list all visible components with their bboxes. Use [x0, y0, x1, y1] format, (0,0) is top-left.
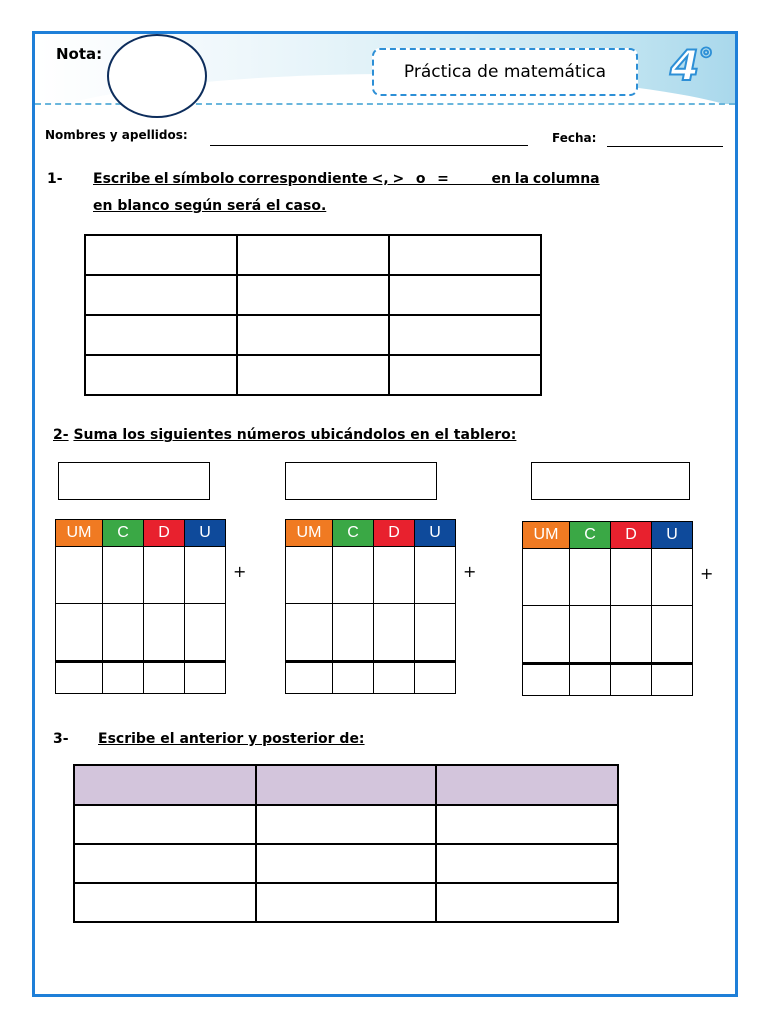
column-u: U — [415, 520, 456, 547]
table-cell[interactable] — [389, 355, 541, 395]
table-header-cell — [436, 765, 618, 805]
table-cell[interactable] — [436, 844, 618, 883]
table-cell[interactable] — [436, 883, 618, 922]
addend-box[interactable] — [531, 462, 690, 500]
grade-number: 4 — [670, 41, 700, 90]
result-cell[interactable] — [103, 662, 144, 694]
addend-box[interactable] — [285, 462, 437, 500]
grade-ordinal-mark: ◎ — [700, 44, 713, 60]
digit-cell[interactable] — [652, 606, 693, 664]
column-c: C — [570, 522, 611, 549]
result-cell[interactable] — [286, 662, 333, 694]
table-cell[interactable] — [74, 805, 256, 844]
column-um: UM — [286, 520, 333, 547]
table-cell[interactable] — [237, 235, 389, 275]
digit-cell[interactable] — [185, 604, 226, 662]
plus-sign: + — [463, 562, 477, 581]
date-input-line[interactable] — [607, 146, 723, 147]
table-cell[interactable] — [85, 355, 237, 395]
q3-text: Escribe el anterior y posterior de: — [98, 731, 365, 747]
table-cell[interactable] — [436, 805, 618, 844]
q1-text-line2: en blanco según será el caso. — [93, 198, 327, 214]
digit-cell[interactable] — [103, 547, 144, 604]
q1-text-line1: Escribe el símbolo correspondiente <, > o = en la columna — [93, 171, 600, 187]
result-cell[interactable] — [611, 664, 652, 696]
place-value-board — [285, 519, 456, 694]
name-label: Nombres y apellidos: — [45, 128, 188, 142]
result-cell[interactable] — [415, 662, 456, 694]
table-cell[interactable] — [256, 883, 436, 922]
table-header-cell — [256, 765, 436, 805]
digit-cell[interactable] — [374, 604, 415, 662]
plus-sign: + — [233, 562, 247, 581]
date-label: Fecha: — [552, 131, 597, 145]
q2-number: 2- — [53, 427, 69, 443]
worksheet-title: Práctica de matemática — [403, 62, 607, 82]
digit-cell[interactable] — [144, 604, 185, 662]
result-cell[interactable] — [56, 662, 103, 694]
name-input-line[interactable] — [210, 145, 528, 146]
table-cell[interactable] — [85, 315, 237, 355]
table-cell[interactable] — [237, 315, 389, 355]
column-d: D — [374, 520, 415, 547]
plus-sign: + — [700, 564, 714, 583]
q1-number: 1- — [47, 171, 63, 187]
digit-cell[interactable] — [185, 547, 226, 604]
result-cell[interactable] — [333, 662, 374, 694]
column-d: D — [144, 520, 185, 547]
table-cell[interactable] — [237, 275, 389, 315]
digit-cell[interactable] — [333, 547, 374, 604]
table-cell[interactable] — [389, 235, 541, 275]
digit-cell[interactable] — [144, 547, 185, 604]
table-cell[interactable] — [85, 275, 237, 315]
digit-cell[interactable] — [523, 606, 570, 664]
digit-cell[interactable] — [611, 606, 652, 664]
digit-cell[interactable] — [333, 604, 374, 662]
digit-cell[interactable] — [374, 547, 415, 604]
q3-number: 3- — [53, 731, 69, 747]
grade-level-icon — [660, 40, 720, 90]
column-um: UM — [56, 520, 103, 547]
column-d: D — [611, 522, 652, 549]
q2-heading — [53, 427, 516, 443]
digit-cell[interactable] — [56, 547, 103, 604]
result-cell[interactable] — [374, 662, 415, 694]
column-c: C — [333, 520, 374, 547]
digit-cell[interactable] — [286, 547, 333, 604]
q1-comparison-table — [84, 234, 542, 396]
table-cell[interactable] — [74, 844, 256, 883]
digit-cell[interactable] — [570, 549, 611, 606]
table-cell[interactable] — [85, 235, 237, 275]
result-cell[interactable] — [652, 664, 693, 696]
digit-cell[interactable] — [611, 549, 652, 606]
table-cell[interactable] — [237, 355, 389, 395]
grade-label: Nota: — [56, 45, 103, 63]
grade-circle[interactable] — [107, 34, 207, 118]
result-cell[interactable] — [523, 664, 570, 696]
digit-cell[interactable] — [652, 549, 693, 606]
digit-cell[interactable] — [286, 604, 333, 662]
digit-cell[interactable] — [523, 549, 570, 606]
table-cell[interactable] — [74, 883, 256, 922]
result-cell[interactable] — [144, 662, 185, 694]
worksheet-title-box — [372, 48, 638, 96]
result-cell[interactable] — [185, 662, 226, 694]
place-value-board — [55, 519, 226, 694]
column-u: U — [652, 522, 693, 549]
table-header-cell — [74, 765, 256, 805]
q2-text: Suma los siguientes números ubicándolos en el tablero: — [73, 427, 517, 443]
column-c: C — [103, 520, 144, 547]
addend-box[interactable] — [58, 462, 210, 500]
digit-cell[interactable] — [56, 604, 103, 662]
digit-cell[interactable] — [570, 606, 611, 664]
table-cell[interactable] — [389, 275, 541, 315]
table-cell[interactable] — [389, 315, 541, 355]
digit-cell[interactable] — [103, 604, 144, 662]
column-u: U — [185, 520, 226, 547]
digit-cell[interactable] — [415, 604, 456, 662]
place-value-board — [522, 521, 693, 696]
table-cell[interactable] — [256, 844, 436, 883]
digit-cell[interactable] — [415, 547, 456, 604]
q3-predecessor-successor-table — [73, 764, 619, 923]
column-um: UM — [523, 522, 570, 549]
result-cell[interactable] — [570, 664, 611, 696]
table-cell[interactable] — [256, 805, 436, 844]
